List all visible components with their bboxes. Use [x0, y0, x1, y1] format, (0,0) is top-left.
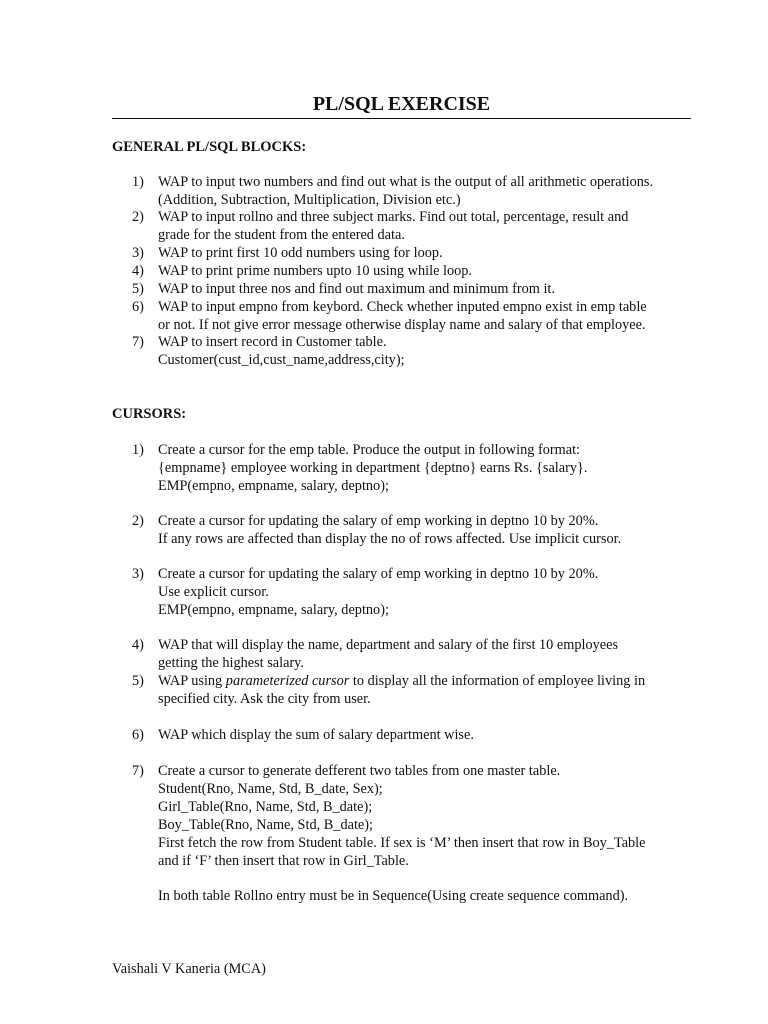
item-text: WAP to print prime numbers upto 10 using while loop.: [158, 263, 472, 279]
item-number: 7): [132, 334, 144, 350]
item-number: 4): [132, 637, 144, 653]
item-text-post: to display all the information of employee living in: [349, 673, 646, 689]
item-number: 3): [132, 566, 144, 582]
item-number: 5): [132, 673, 144, 689]
item-text: [158, 672, 645, 690]
item-text: Boy_Table(Rno, Name, Std, B_date);: [158, 817, 374, 833]
item-text-italic: parameterized cursor: [225, 673, 350, 689]
item-text: Create a cursor for the emp table. Produce the output in following format:: [158, 442, 581, 458]
item-text: or not. If not give error message otherwise display name and salary of that employee.: [158, 317, 646, 333]
page-title: PL/SQL EXERCISE: [312, 93, 491, 115]
item-text: In both table Rollno entry must be in Sequence(Using create sequence command).: [158, 888, 629, 904]
item-number: 6): [132, 299, 144, 315]
item-number: 3): [132, 245, 144, 261]
item-text: WAP to print first 10 odd numbers using for loop.: [158, 245, 443, 261]
item-number: 6): [132, 727, 144, 743]
item-text: Use explicit cursor.: [158, 584, 269, 600]
item-number: 2): [132, 209, 144, 225]
item-text: If any rows are affected than display the no of rows affected. Use implicit cursor.: [158, 531, 622, 547]
item-number: 4): [132, 263, 144, 279]
title-underline: [112, 118, 691, 119]
section-heading-general: GENERAL PL/SQL BLOCKS:: [112, 139, 307, 155]
item-number: 2): [132, 513, 144, 529]
item-text: Customer(cust_id,cust_name,address,city);: [158, 352, 405, 368]
item-text: (Addition, Subtraction, Multiplication, Division etc.): [158, 192, 461, 208]
item-text: specified city. Ask the city from user.: [158, 691, 371, 707]
item-text: WAP to insert record in Customer table.: [158, 334, 387, 350]
item-number: 7): [132, 763, 144, 779]
item-text: EMP(empno, empname, salary, deptno);: [158, 478, 389, 494]
item-text: Student(Rno, Name, Std, B_date, Sex);: [158, 781, 383, 797]
item-text: WAP which display the sum of salary department wise.: [158, 727, 474, 743]
item-text: WAP to input three nos and find out maximum and minimum from it.: [158, 281, 555, 297]
item-text: and if ‘F’ then insert that row in Girl_Table.: [158, 853, 409, 869]
item-text: First fetch the row from Student table. If sex is ‘M’ then insert that row in Boy_Table: [158, 835, 646, 851]
author-footer: Vaishali V Kaneria (MCA): [112, 961, 266, 977]
item-number: 1): [132, 442, 144, 458]
item-text: Girl_Table(Rno, Name, Std, B_date);: [158, 799, 373, 815]
item-text: WAP to input empno from keybord. Check whether inputed empno exist in emp table: [158, 299, 647, 315]
item-text: grade for the student from the entered data.: [158, 227, 405, 243]
section-heading-cursors: CURSORS:: [112, 406, 187, 422]
item-number: 1): [132, 174, 144, 190]
item-text: {empname} employee working in department {deptno} earns Rs. {salary}.: [158, 460, 588, 476]
item-text: getting the highest salary.: [158, 655, 304, 671]
item-text: Create a cursor for updating the salary of emp working in deptno 10 by 20%.: [158, 513, 599, 529]
item-text: Create a cursor to generate defferent two tables from one master table.: [158, 763, 561, 779]
item-number: 5): [132, 281, 144, 297]
item-text: WAP to input two numbers and find out what is the output of all arithmetic operations.: [158, 174, 654, 190]
item-text-pre: WAP using: [158, 673, 226, 689]
item-text: WAP to input rollno and three subject marks. Find out total, percentage, result and: [158, 209, 629, 225]
item-text: WAP that will display the name, department and salary of the first 10 employees: [158, 637, 619, 653]
item-text: EMP(empno, empname, salary, deptno);: [158, 602, 389, 618]
item-text: Create a cursor for updating the salary of emp working in deptno 10 by 20%.: [158, 566, 599, 582]
